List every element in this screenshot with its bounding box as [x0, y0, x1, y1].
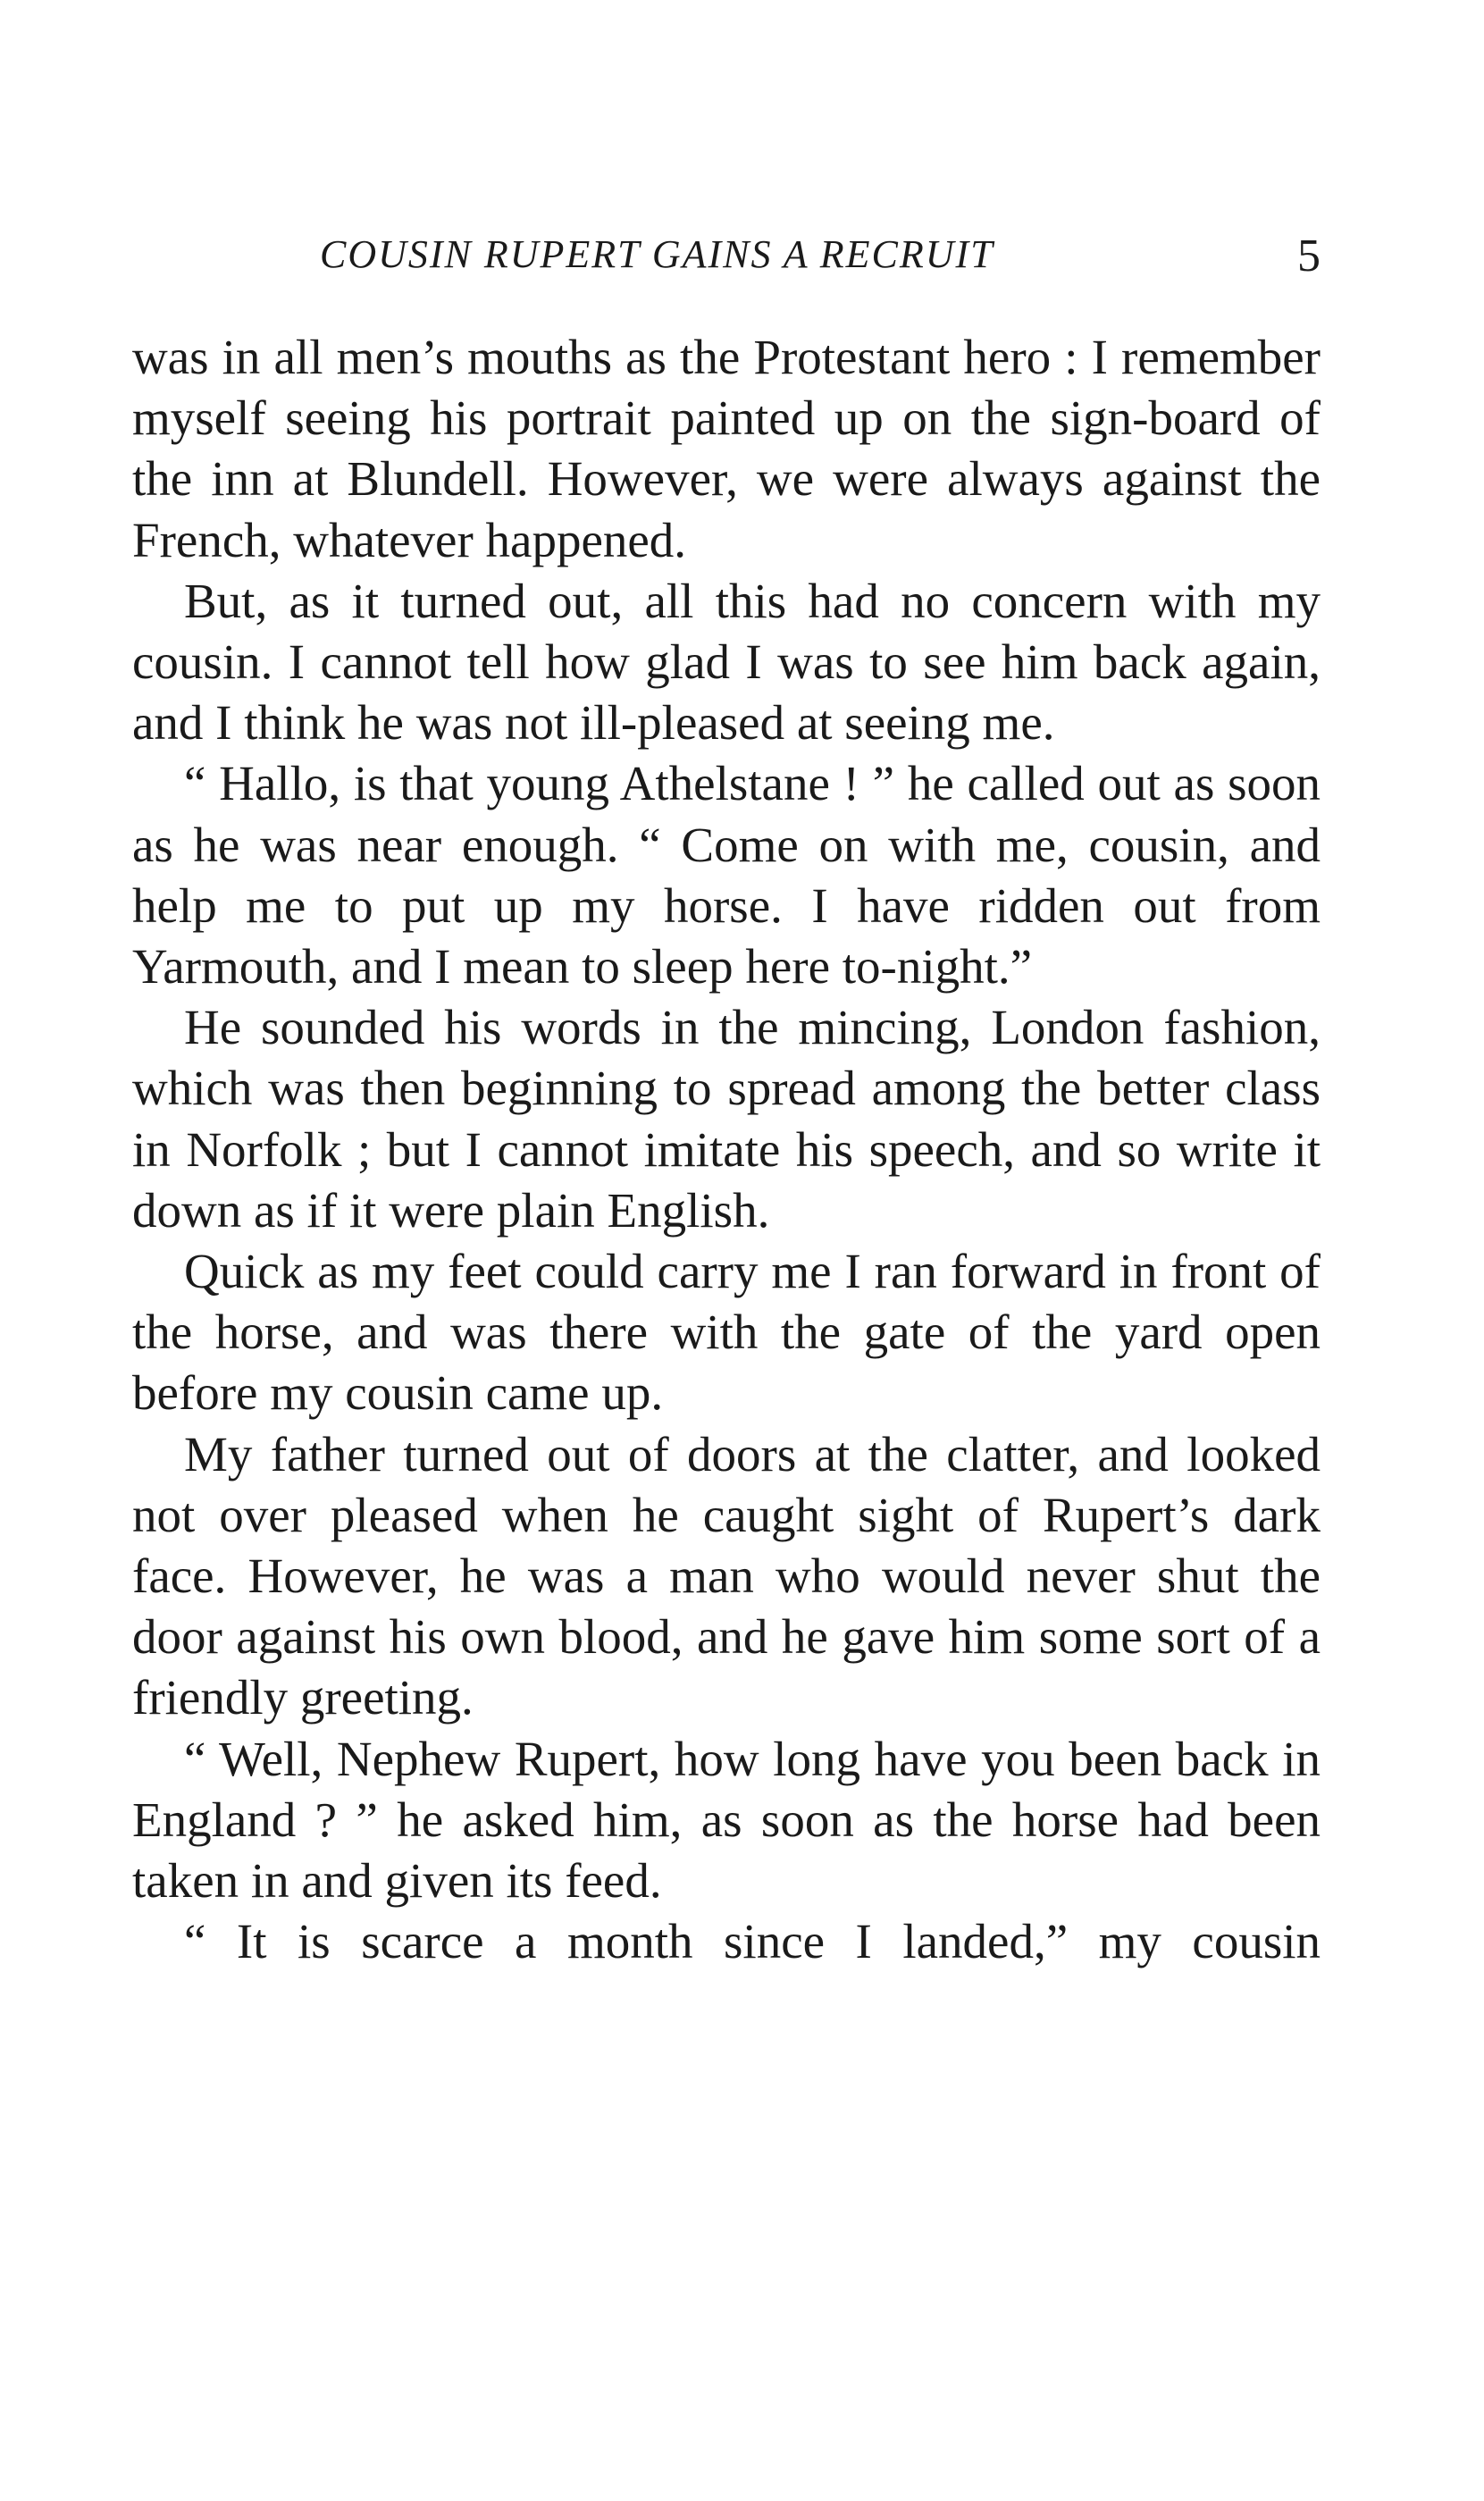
paragraph-hallo-greeting: “ Hallo, is that young Athelstane ! ” he called out as soon as he was near enough. “ Come on with me, cousin, and help me to put up my horse. I have ridden out from Yarmouth, and I mean to sleep here to-night.” [132, 756, 1321, 995]
body-text [132, 327, 1321, 1972]
paragraph-cousin-return: But, as it turned out, all this had no concern with my cousin. I cannot tell how glad I was to see him back again, and I think he was not ill-pleased at seeing me. [132, 573, 1321, 751]
paragraph-cousin-reply: “ It is scarce a month since I landed,” my cousin [184, 1914, 1321, 1969]
paragraph-nephew-question: “ Well, Nephew Rupert, how long have you been back in England ? ” he asked him, as soon as the horse had been taken in and given its feed. [132, 1731, 1321, 1909]
running-title: COUSIN RUPERT GAINS A RECRUIT [320, 232, 994, 276]
running-head [132, 223, 1321, 286]
page-number: 5 [1297, 231, 1321, 281]
paragraph-london-speech: He sounded his words in the mincing, London fashion, which was then beginning to spread among the better class in Norfolk ; but I cannot imitate his speech, and so write it down as if it were plain English. [132, 1000, 1321, 1238]
paragraph-father-greeting: My father turned out of doors at the clatter, and looked not over pleased when he caught sight of Rupert’s dark face. However, he was a man who would never shut the door against his own blood, and he gave him some sort of a friendly greeting. [132, 1426, 1321, 1725]
paragraph-run-to-gate: Quick as my feet could carry me I ran forward in front of the horse, and was there with the gate of the yard open before my cousin came up. [132, 1244, 1321, 1421]
paragraph-continued: was in all men’s mouths as the Protestant hero : I remember myself seeing his portrait painted up on the sign-board of the inn at Blundell. However, we were always against the French, whatever happened. [132, 330, 1321, 567]
